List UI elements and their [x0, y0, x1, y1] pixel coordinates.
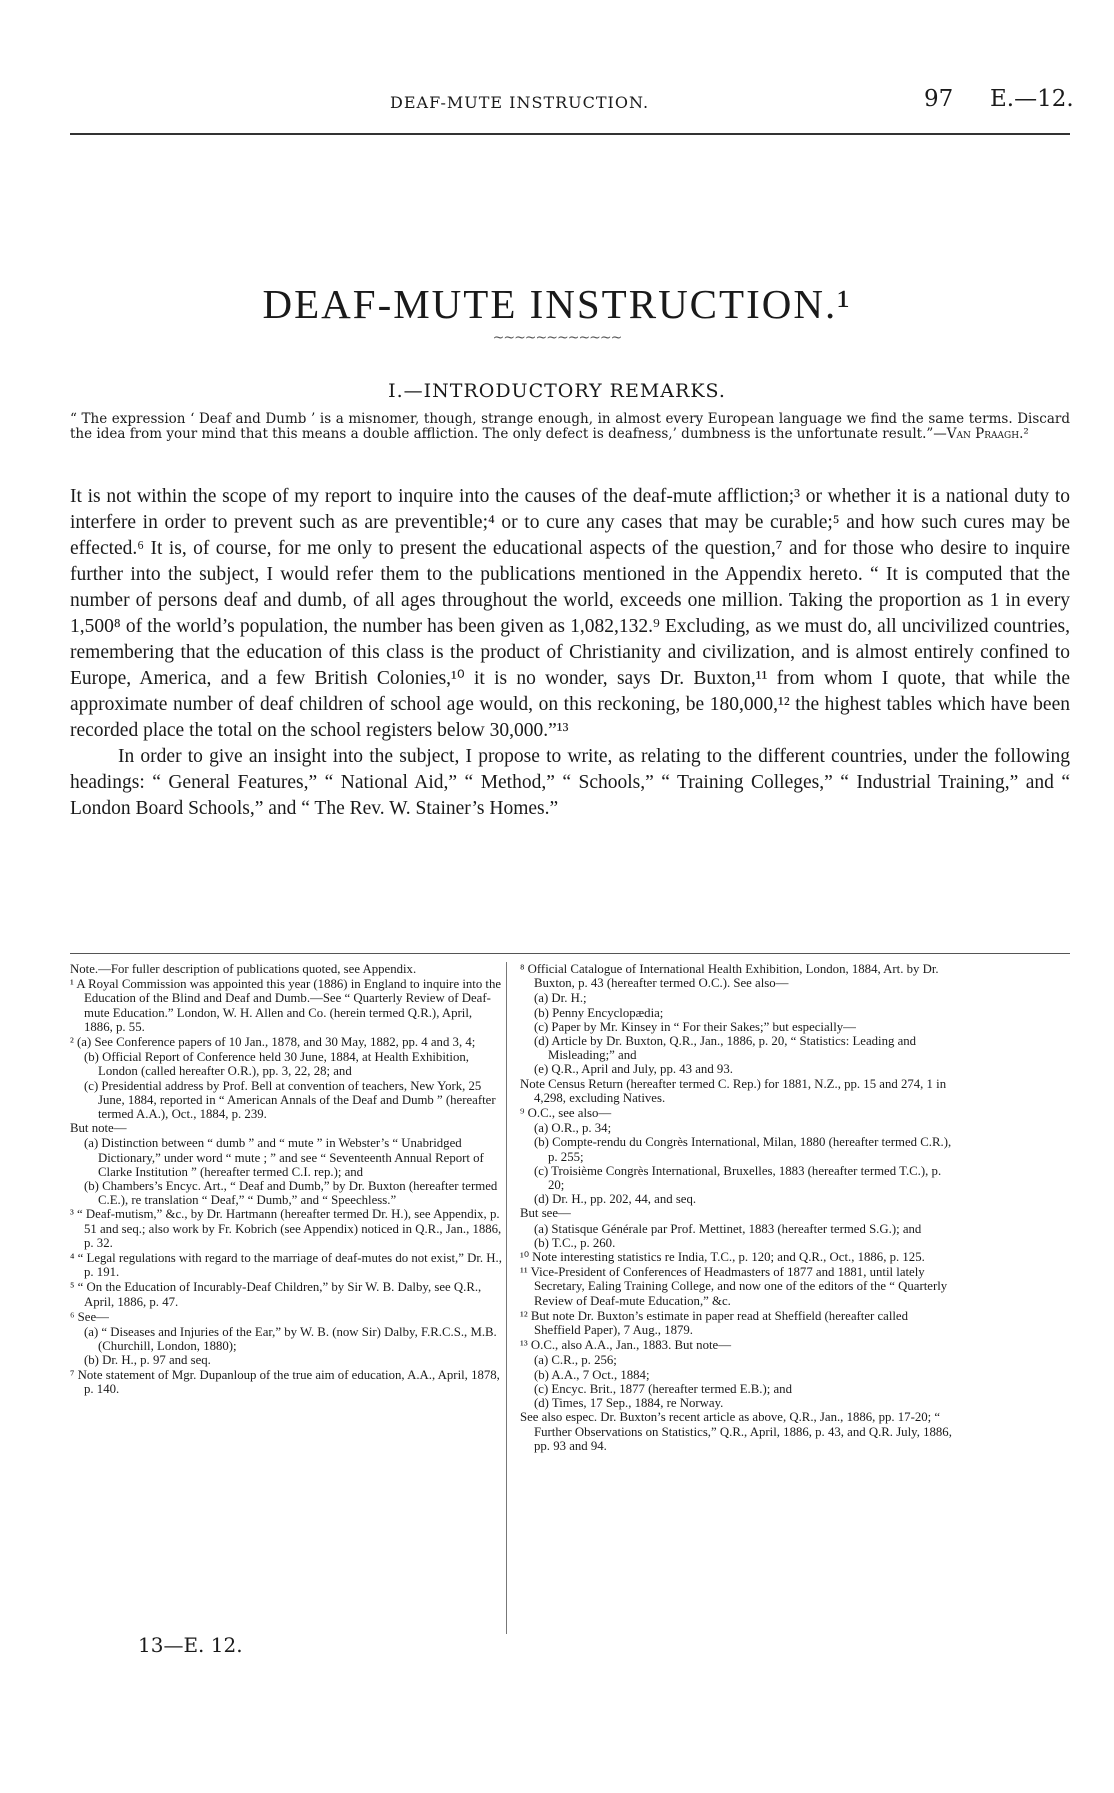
epigraph-text: “ The expression ‘ Deaf and Dumb ’ is a misnomer, though, strange enough, in almost every European language we find the same terms. Discard the idea from your mind that this means a double affliction. The only defect is deafness,’ dumbness is the unfortunate result.”— — [70, 411, 1070, 442]
footnote-sub: (a) Statisque Générale par Prof. Mettinet, 1883 (hereafter termed S.G.); and — [534, 1221, 922, 1236]
footnote-sub: (b) Compte-rendu du Congrès International, Milan, 1880 (hereafter termed C.R.), p. 255; — [534, 1135, 952, 1164]
footnote: ³ “ Deaf-mutism,” &c., by Dr. Hartmann (hereafter termed Dr. H.), see Appendix, p. 51 and seq.; also work by Fr. Kobrich (see Appendix) noticed in Q.R., Jan., 1886, p. 32. — [70, 1207, 502, 1250]
page-number: 97 — [924, 86, 954, 112]
footnote: See also espec. Dr. Buxton’s recent article as above, Q.R., Jan., 1886, pp. 17-20; “ Further Observations on Statistics,” Q.R., April, 1886, p. 43, and Q.R. July, 1886, pp. 93 and 94. — [520, 1410, 952, 1453]
signature-mark: 13—E. 12. — [138, 1633, 243, 1657]
running-title: DEAF-MUTE INSTRUCTION. — [390, 93, 650, 112]
footnote: Note Census Return (hereafter termed C. Rep.) for 1881, N.Z., pp. 15 and 274, 1 in 4,298, excluding Natives. — [520, 1076, 947, 1105]
body-text — [70, 484, 1070, 822]
footnote: ¹⁰ Note interesting statistics re India, T.C., p. 120; and Q.R., Oct., 1886, p. 125. — [520, 1250, 925, 1265]
ornament-divider: ~~~~~~~~~~~~ — [492, 330, 622, 346]
header-rule — [70, 133, 1070, 135]
footnote-sub: (c) Paper by Mr. Kinsey in “ For their Sakes;” but especially— — [534, 1019, 856, 1034]
footnote-sub: (b) Dr. H., p. 97 and seq. — [84, 1353, 211, 1368]
footnote-sub: (b) T.C., p. 260. — [534, 1235, 616, 1250]
footnote: ¹ A Royal Commission was appointed this year (1886) in England to inquire into the Education of the Blind and Deaf and Dumb.—See “ Quarterly Review of Deaf-mute Education.” London, W. H. Allen and Co. (herein termed Q.R.), April, 1886, p. 55. — [70, 977, 502, 1034]
footnote-sub: (b) A.A., 7 Oct., 1884; — [534, 1367, 650, 1382]
paragraph: In order to give an insight into the subject, I propose to write, as relating to the different countries, under the following headings: “ General Features,” “ National Aid,” “ Method,” “ Schools,” “ Training Colleges,” “ Industrial Training,” and “ London Board Schools,” and “ The Rev. W. Stainer’s Homes.” — [70, 746, 1070, 819]
footnote-sub: (c) Presidential address by Prof. Bell at convention of teachers, New York, 25 June, 1884, reported in “ American Annals of the Deaf and Dumb ” (hereafter termed A.A.), Oct., 1884, p. 239. — [84, 1078, 496, 1122]
footnote-sub: (a) Dr. H.; — [534, 991, 587, 1006]
footnote: But see— — [520, 1206, 571, 1221]
footnote-sub: (d) Dr. H., pp. 202, 44, and seq. — [534, 1192, 697, 1207]
footnote-sub: (b) Chambers’s Encyc. Art., “ Deaf and Dumb,” by Dr. Buxton (hereafter termed C.E.), re translation “ Deaf,” “ Dumb,” and “ Speechless.” — [84, 1179, 498, 1208]
footnote: ⁹ O.C., see also— — [520, 1106, 612, 1121]
section-heading: I.—INTRODUCTORY REMARKS. — [388, 380, 726, 402]
epigraph — [70, 412, 1070, 442]
footnote: But note— — [70, 1121, 127, 1136]
column-divider — [506, 962, 507, 1634]
footnotes-left-column — [70, 962, 502, 1397]
footnote: ⁵ “ On the Education of Incurably-Deaf Children,” by Sir W. B. Dalby, see Q.R., April, 1886, p. 47. — [70, 1280, 482, 1309]
footnote: ¹³ O.C., also A.A., Jan., 1883. But note— — [520, 1338, 731, 1353]
footnote-sub: (a) Distinction between “ dumb ” and “ mute ” in Webster’s “ Unabridged Dictionary,” under word “ mute ; ” and see “ Seventeenth Annual Report of Clarke Institution ” (hereafter termed C.I. rep.); and — [84, 1136, 484, 1179]
footnote-sub: (a) “ Diseases and Injuries of the Ear,” by W. B. (now Sir) Dalby, F.R.C.S., M.B. (Churchill, London, 1880); — [84, 1325, 497, 1354]
report-code: E.—12. — [990, 86, 1074, 112]
footnote-sub: (c) Encyc. Brit., 1877 (hereafter termed E.B.); and — [534, 1381, 792, 1396]
footnote-sub: (a) C.R., p. 256; — [534, 1353, 617, 1368]
footnote: Note.—For fuller description of publications quoted, see Appendix. — [70, 962, 417, 976]
footnote-sub: (b) Penny Encyclopædia; — [534, 1005, 664, 1020]
footnote: ⁴ “ Legal regulations with regard to the marriage of deaf-mutes do not exist,” Dr. H., p. 191. — [70, 1251, 502, 1280]
epigraph-source: Van Praagh.² — [946, 426, 1029, 442]
footnote: ¹² But note Dr. Buxton’s estimate in paper read at Sheffield (hereafter called Sheffield Paper), 7 Aug., 1879. — [520, 1308, 909, 1338]
footnote: ¹¹ Vice-President of Conferences of Headmasters of 1877 and 1881, until lately Secretary, Ealing Training College, and now one of the editors of the “ Quarterly Review of Deaf-mute Education,” &c. — [520, 1265, 948, 1308]
footnote-sub: (a) O.R., p. 34; — [534, 1121, 612, 1136]
footnote-sub: (c) Troisième Congrès International, Bruxelles, 1883 (hereafter termed T.C.), p. 20; — [534, 1163, 942, 1193]
footnote-sub: (d) Times, 17 Sep., 1884, re Norway. — [534, 1396, 724, 1411]
footnote: ⁸ Official Catalogue of International Health Exhibition, London, 1884, Art. by Dr. Buxton, p. 43 (hereafter termed O.C.). See also— — [520, 962, 939, 991]
footnote-sub: (e) Q.R., April and July, pp. 43 and 93. — [534, 1062, 733, 1077]
footnote: ⁷ Note statement of Mgr. Dupanloup of the true aim of education, A.A., April, 1878, p. 140. — [70, 1367, 500, 1396]
page-title: DEAF-MUTE INSTRUCTION.¹ — [262, 281, 852, 327]
footnote: ² (a) See Conference papers of 10 Jan., 1878, and 30 May, 1882, pp. 4 and 3, 4; — [70, 1035, 476, 1050]
footnote-sub: (d) Article by Dr. Buxton, Q.R., Jan., 1886, p. 20, “ Statistics: Leading and Misleading;” and — [534, 1034, 917, 1063]
footnote-sub: (b) Official Report of Conference held 30 June, 1884, at Health Exhibition, London (called hereafter O.R.), pp. 3, 22, 28; and — [84, 1050, 469, 1079]
footnote-rule — [70, 953, 1070, 954]
footnote: ⁶ See— — [70, 1309, 109, 1324]
paragraph: It is not within the scope of my report to inquire into the causes of the deaf-mute affliction;³ or whether it is a national duty to interfere in order to prevent such as are preventible;⁴ or to cure any cases that may be curable;⁵ and how such cures may be effected.⁶ It is, of course, for me only to present the educational aspects of the question,⁷ and for those who desire to inquire further into the subject, I would refer them to the publications mentioned in the Appendix hereto. “ It is computed that the number of persons deaf and dumb, of all ages throughout the world, exceeds one million. Taking the proportion as 1 in every 1,500⁸ of the world’s population, the number has been given as 1,082,132.⁹ Excluding, as we must do, all uncivilized countries, remembering that the education of this class is the product of Christianity and civilization, and is almost entirely confined to Europe, America, and a few British Colonies,¹⁰ it is no wonder, says Dr. Buxton,¹¹ from whom I quote, that while the approximate number of deaf children of school age would, on this reckoning, be 180,000,¹² the highest tables which have been recorded place the total on the school registers below 30,000.”¹³ — [70, 486, 1070, 741]
footnotes-right-column — [520, 962, 952, 1454]
